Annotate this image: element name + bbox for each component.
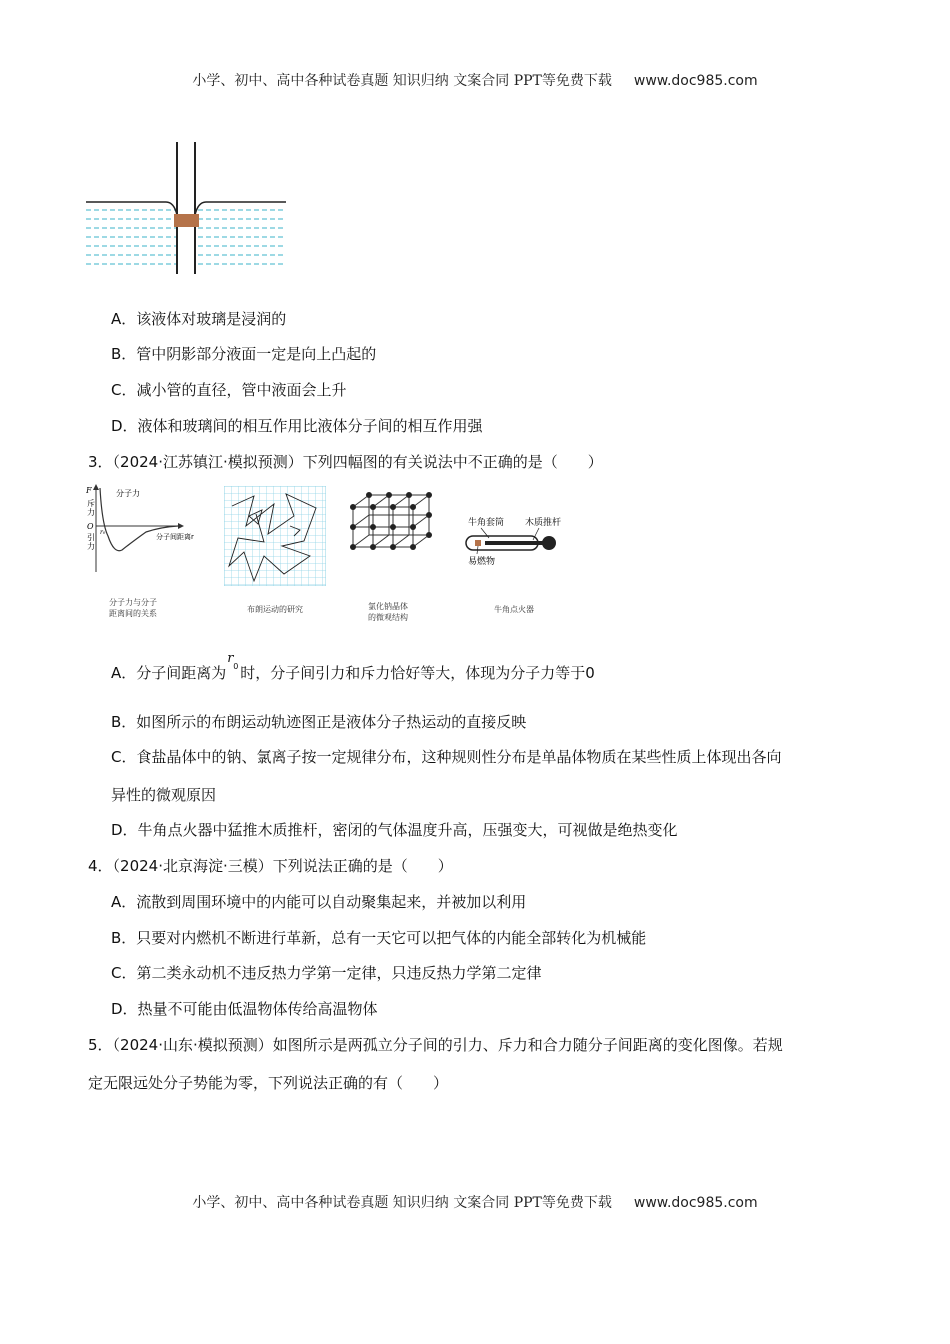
- fig1-y-label: F: [86, 486, 92, 495]
- fig1-caption-line2: 距离间的关系: [109, 609, 157, 618]
- fig3-caption-line2: 的微观结构: [368, 613, 408, 622]
- r0-symbol: [226, 651, 240, 683]
- capillary-figure: [86, 142, 291, 278]
- q2-option-d: D．液体和玻璃间的相互作用比液体分子间的相互作用强: [111, 417, 483, 435]
- q3-option-c-line1: C．食盐晶体中的钠、氯离子按一定规律分布，这种规则性分布是单晶体物质在某些性质上体现出各向: [111, 748, 782, 766]
- fig1-attraction-2: 力: [87, 542, 95, 551]
- q3-option-c-line2: 异性的微观原因: [111, 786, 217, 804]
- fig4-label-fuel: 易燃物: [468, 557, 496, 567]
- q2-option-b: B．管中阴影部分液面一定是向上凸起的: [111, 345, 377, 363]
- fig4-caption: 牛角点火器: [494, 605, 534, 614]
- q4-option-d: D．热量不可能由低温物体传给高温物体: [111, 1000, 378, 1018]
- fig1-repulsion-1: 斥: [87, 499, 95, 508]
- q2-option-c: C．减小管的直径，管中液面会上升: [111, 381, 347, 399]
- fig1-r0: r₀: [100, 529, 106, 536]
- fig1-caption-line1: 分子力与分子: [109, 598, 157, 607]
- page-footer: [0, 1192, 950, 1212]
- page-header: [0, 70, 950, 90]
- footer-site[interactable]: www.doc985.com: [633, 1195, 758, 1211]
- q3-option-b: B．如图所示的布朗运动轨迹图正是液体分子热运动的直接反映: [111, 713, 527, 731]
- r0-subscript: 0: [233, 662, 239, 671]
- q3-option-a-post: 时，分子间引力和斥力恰好等大，体现为分子力等于0: [240, 664, 595, 682]
- r0-letter: r: [227, 651, 234, 666]
- q5-stem-line1: 5．（2024·山东·模拟预测）如图所示是两孤立分子间的引力、斥力和合力随分子间距离的变化图像。若规: [88, 1036, 783, 1054]
- q4-option-c: C．第二类永动机不违反热力学第一定律，只违反热力学第二定律: [111, 964, 542, 982]
- fig1-caption: [98, 597, 168, 619]
- fig3-caption: [352, 601, 424, 623]
- fig1-attraction-1: 引: [87, 533, 95, 542]
- q3-option-d: D．牛角点火器中猛推木质推杆，密闭的气体温度升高，压强变大，可视做是绝热变化: [111, 821, 678, 839]
- fig1-origin: O: [87, 522, 94, 531]
- q3-stem: 3．（2024·江苏镇江·模拟预测）下列四幅图的有关说法中不正确的是（ ）: [88, 453, 603, 471]
- q4-stem: 4．（2024·北京海淀·三模）下列说法正确的是（ ）: [88, 857, 453, 875]
- q4-option-a: A．流散到周围环境中的内能可以自动聚集起来，并被加以利用: [111, 893, 527, 911]
- q4-option-b: B．只要对内燃机不断进行革新，总有一天它可以把气体的内能全部转化为机械能: [111, 929, 647, 947]
- fig1-legend: 分子力: [116, 489, 140, 498]
- fig3-caption-line1: 氯化钠晶体: [368, 602, 408, 611]
- force-distance-figure: [86, 484, 196, 574]
- header-text: 小学、初中、高中各种试卷真题 知识归纳 文案合同 PPT等免费下载: [192, 73, 612, 89]
- horn-igniter-figure: [463, 512, 583, 568]
- footer-text: 小学、初中、高中各种试卷真题 知识归纳 文案合同 PPT等免费下载: [192, 1195, 612, 1211]
- fig4-label-sleeve: 牛角套筒: [468, 518, 505, 528]
- nacl-lattice-figure: [349, 489, 435, 559]
- q2-option-a: A．该液体对玻璃是浸润的: [111, 310, 287, 328]
- q3-option-a: [111, 651, 595, 683]
- fig4-label-rod: 木质推杆: [525, 518, 562, 528]
- fig1-x-label: 分子间距离r: [156, 533, 194, 541]
- brownian-motion-figure: [224, 486, 326, 586]
- q5-stem-line2: 定无限远处分子势能为零，下列说法正确的有（ ）: [88, 1074, 449, 1092]
- header-site[interactable]: www.doc985.com: [633, 73, 758, 89]
- fig1-repulsion-2: 力: [87, 508, 95, 517]
- fig2-caption: 布朗运动的研究: [247, 605, 303, 614]
- q3-option-a-pre: A．分子间距离为: [111, 664, 227, 682]
